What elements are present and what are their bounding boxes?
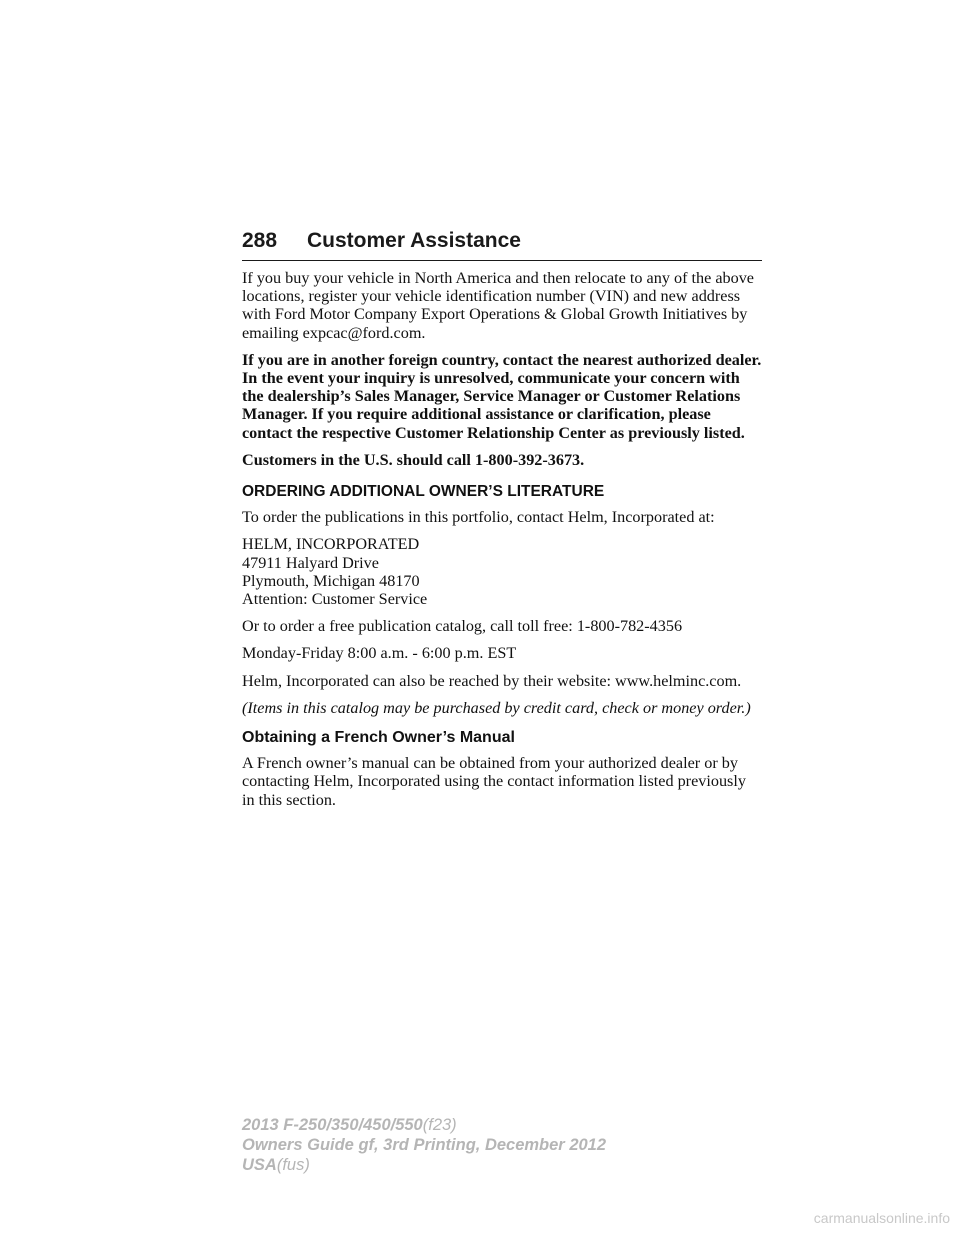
heading-french-manual: Obtaining a French Owner’s Manual xyxy=(242,729,515,747)
helm-address xyxy=(242,535,762,608)
footer-model-code: (f23) xyxy=(422,1116,457,1134)
page-body xyxy=(242,269,762,818)
page-header xyxy=(242,229,762,262)
paragraph-french-manual: A French owner’s manual can be obtained from your authorized dealer or by contacting Helm, Incorporated using the contact information listed previously in this section. xyxy=(242,754,746,809)
page-number: 288 xyxy=(242,229,278,252)
footer-line-guide: Owners Guide gf, 3rd Printing, December 2012 xyxy=(242,1136,607,1154)
paragraph-website: Helm, Incorporated can also be reached by their website: www.helminc.com. xyxy=(242,671,742,690)
paragraph-payment-note: (Items in this catalog may be purchased by credit card, check or money order.) xyxy=(242,698,751,717)
address-line: Plymouth, Michigan 48170 xyxy=(242,571,420,590)
footer-line-model xyxy=(242,1115,762,1135)
footer-market-code: (fus) xyxy=(276,1156,310,1174)
footer-market: USA xyxy=(242,1156,277,1174)
address-line: HELM, INCORPORATED xyxy=(242,535,420,554)
address-line: Attention: Customer Service xyxy=(242,590,428,609)
section-title: Customer Assistance xyxy=(307,229,521,252)
paragraph-relocate: If you buy your vehicle in North America and then relocate to any of the above locations, register your vehicle identification number (VIN) and new address with Ford Motor Company Export Operations & Global Growth Initiatives by emailing expcac@ford.com. xyxy=(242,269,754,342)
paragraph-hours: Monday-Friday 8:00 a.m. - 6:00 p.m. EST xyxy=(242,644,517,663)
paragraph-foreign-country: If you are in another foreign country, contact the nearest authorized dealer. In the event your inquiry is unresolved, communicate your concern with the dealership’s Sales Manager, Service Manager or Customer Relations Manager. If you require additional assistance or clarification, please contact the respective Customer Relationship Center as previously listed. xyxy=(242,350,762,442)
heading-ordering-literature: ORDERING ADDITIONAL OWNER’S LITERATURE xyxy=(242,483,605,501)
footer-line-market xyxy=(242,1155,762,1175)
header-divider xyxy=(242,260,762,261)
address-line: 47911 Halyard Drive xyxy=(242,553,379,572)
paragraph-order-publications: To order the publications in this portfolio, contact Helm, Incorporated at: xyxy=(242,508,715,527)
site-watermark: carmanualsonline.info xyxy=(813,1210,950,1226)
paragraph-catalog-phone: Or to order a free publication catalog, call toll free: 1-800-782-4356 xyxy=(242,617,683,636)
page-footer xyxy=(242,1115,762,1175)
paragraph-us-phone: Customers in the U.S. should call 1-800-392-3673. xyxy=(242,450,585,469)
footer-model: 2013 F-250/350/450/550 xyxy=(242,1116,423,1134)
